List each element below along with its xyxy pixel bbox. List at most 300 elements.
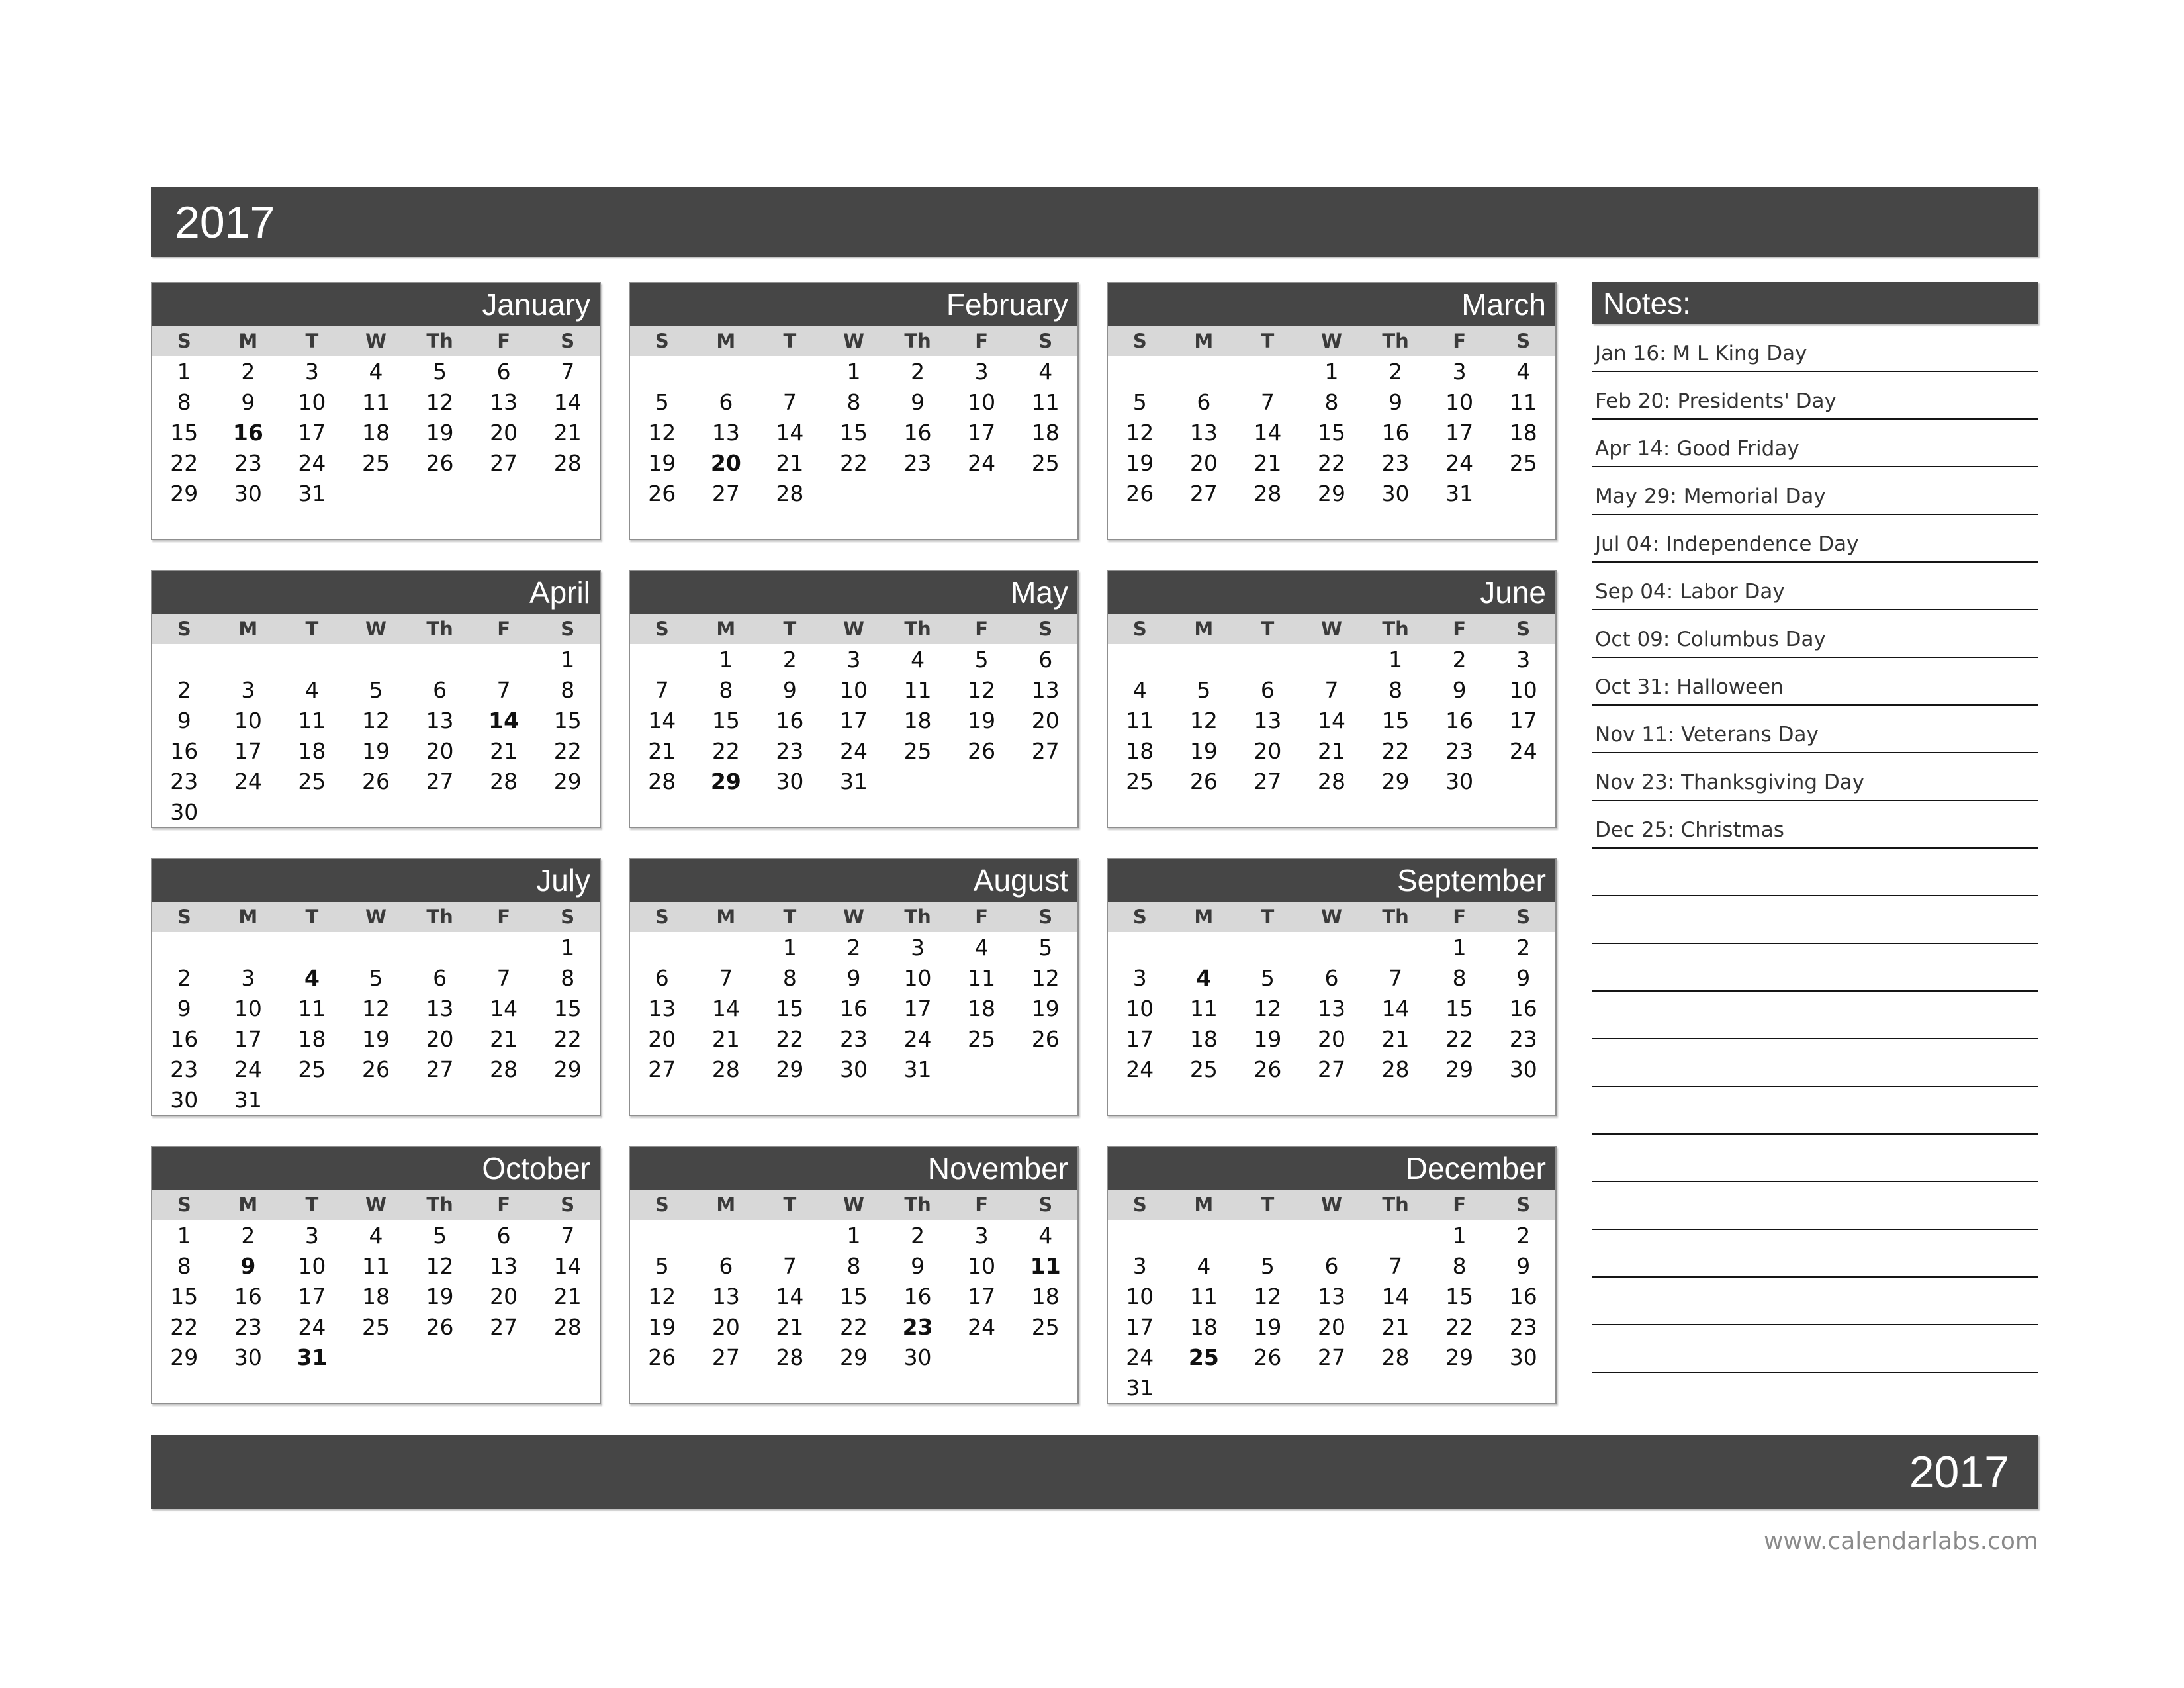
- date-cell: 22: [1445, 1025, 1474, 1052]
- dow-cell: M: [716, 1194, 736, 1216]
- date-cell: 26: [648, 1344, 676, 1370]
- date-cell: 9: [177, 995, 191, 1021]
- date-cell: 28: [776, 480, 804, 506]
- date-cell: 5: [655, 1252, 669, 1279]
- dow-cell: S: [1516, 906, 1531, 928]
- dow-cell: S: [561, 618, 575, 640]
- date-cell: 13: [426, 707, 454, 733]
- date-cell: 29: [1317, 480, 1345, 506]
- date-cell: 22: [170, 449, 199, 476]
- dow-cell: W: [1320, 330, 1342, 352]
- dow-cell: T: [1261, 906, 1275, 928]
- month-block-february: [629, 282, 1079, 540]
- date-cell: 10: [1126, 995, 1154, 1021]
- notes-lines: [1592, 324, 2038, 1373]
- date-cell: 25: [1031, 1313, 1060, 1340]
- day-of-week-header: [1108, 326, 1555, 356]
- date-cell: 6: [496, 1222, 511, 1248]
- date-cell: 12: [361, 995, 390, 1021]
- date-cell: 16: [1509, 1283, 1537, 1309]
- date-cell: 25: [1126, 768, 1154, 794]
- date-cell: 1: [1452, 1222, 1467, 1248]
- date-cell: 26: [648, 480, 676, 506]
- date-cell: 19: [1189, 737, 1218, 764]
- date-cell: 28: [711, 1056, 740, 1082]
- date-cell: 10: [298, 389, 326, 415]
- date-cell: 23: [903, 449, 932, 476]
- date-cell: 17: [1509, 707, 1537, 733]
- notes-line-empty: [1592, 944, 2038, 992]
- dow-cell: W: [842, 1194, 864, 1216]
- dow-cell: Th: [1382, 1194, 1409, 1216]
- date-cell: 5: [1038, 934, 1053, 961]
- dow-cell: T: [1261, 618, 1275, 640]
- date-cell: 31: [903, 1056, 932, 1082]
- date-cell: 14: [1381, 995, 1410, 1021]
- date-cell: 30: [839, 1056, 868, 1082]
- date-cell: 3: [974, 358, 989, 385]
- dates-grid: [1108, 644, 1555, 796]
- date-cell: 25: [361, 1313, 390, 1340]
- dates-grid: [630, 356, 1077, 508]
- date-cell: 19: [1253, 1313, 1282, 1340]
- notes-entry: May 29: Memorial Day: [1595, 485, 1826, 508]
- date-cell: 19: [1253, 1025, 1282, 1052]
- date-cell: 13: [711, 419, 740, 445]
- date-cell: 3: [846, 646, 861, 673]
- date-cell: 1: [561, 646, 575, 673]
- date-cell: 5: [369, 964, 383, 991]
- date-cell: 10: [968, 389, 996, 415]
- dow-cell: Th: [426, 330, 453, 352]
- notes-entry: Nov 23: Thanksgiving Day: [1595, 771, 1865, 794]
- date-cell: 23: [170, 1056, 199, 1082]
- month-block-october: [151, 1146, 601, 1404]
- date-cell: 29: [553, 1056, 582, 1082]
- notes-line: [1592, 467, 2038, 515]
- date-cell: 13: [490, 389, 518, 415]
- dow-cell: T: [783, 1194, 797, 1216]
- date-cell: 14: [776, 1283, 804, 1309]
- dow-cell: Th: [1382, 618, 1409, 640]
- dow-cell: T: [305, 330, 319, 352]
- date-cell: 2: [911, 1222, 925, 1248]
- date-cell: 4: [369, 1222, 383, 1248]
- dow-cell: F: [497, 618, 511, 640]
- dow-cell: Th: [904, 906, 931, 928]
- date-cell: 10: [234, 995, 262, 1021]
- month-block-september: [1107, 858, 1557, 1116]
- date-cell: 22: [776, 1025, 804, 1052]
- date-cell: 10: [903, 964, 932, 991]
- notes-entry: Jul 04: Independence Day: [1595, 532, 1859, 556]
- dow-cell: S: [1516, 330, 1531, 352]
- date-cell: 5: [433, 358, 447, 385]
- date-cell: 11: [1509, 389, 1537, 415]
- notes-line: [1592, 801, 2038, 849]
- dow-cell: Th: [1382, 330, 1409, 352]
- date-cell: 20: [710, 449, 741, 476]
- date-cell: 1: [782, 934, 797, 961]
- date-cell: 18: [968, 995, 996, 1021]
- date-cell: 4: [1196, 964, 1212, 991]
- date-cell: 31: [234, 1086, 262, 1113]
- dow-cell: S: [1516, 618, 1531, 640]
- month-block-august: [629, 858, 1079, 1116]
- dow-cell: S: [655, 330, 669, 352]
- date-cell: 15: [1381, 707, 1410, 733]
- date-cell: 17: [903, 995, 932, 1021]
- date-cell: 20: [490, 419, 518, 445]
- date-cell: 26: [1031, 1025, 1060, 1052]
- date-cell: 24: [968, 449, 996, 476]
- date-cell: 13: [426, 995, 454, 1021]
- date-cell: 18: [298, 737, 326, 764]
- date-cell: 25: [1031, 449, 1060, 476]
- notes-line: [1592, 324, 2038, 372]
- date-cell: 12: [1189, 707, 1218, 733]
- date-cell: 11: [298, 707, 326, 733]
- notes-entry: Oct 09: Columbus Day: [1595, 628, 1826, 651]
- date-cell: 25: [298, 1056, 326, 1082]
- date-cell: 3: [241, 677, 255, 703]
- date-cell: 6: [1324, 1252, 1339, 1279]
- dow-cell: W: [1320, 618, 1342, 640]
- date-cell: 15: [711, 707, 740, 733]
- date-cell: 16: [170, 737, 199, 764]
- date-cell: 22: [711, 737, 740, 764]
- date-cell: 27: [1253, 768, 1282, 794]
- month-block-june: [1107, 570, 1557, 828]
- date-cell: 26: [1126, 480, 1154, 506]
- date-cell: 23: [170, 768, 199, 794]
- date-cell: 8: [1388, 677, 1403, 703]
- date-cell: 28: [490, 768, 518, 794]
- date-cell: 2: [1388, 358, 1403, 385]
- date-cell: 27: [1317, 1344, 1345, 1370]
- date-cell: 17: [1126, 1313, 1154, 1340]
- year-footer-bar: [151, 1435, 2038, 1509]
- notes-line: [1592, 610, 2038, 658]
- date-cell: 19: [648, 1313, 676, 1340]
- date-cell: 9: [177, 707, 191, 733]
- dow-cell: T: [305, 618, 319, 640]
- date-cell: 12: [426, 389, 454, 415]
- date-cell: 12: [361, 707, 390, 733]
- date-cell: 30: [170, 798, 199, 825]
- date-cell: 2: [241, 1222, 255, 1248]
- date-cell: 14: [1253, 419, 1282, 445]
- date-cell: 29: [839, 1344, 868, 1370]
- dow-cell: F: [975, 330, 989, 352]
- date-cell: 20: [426, 1025, 454, 1052]
- site-link[interactable]: www.calendarlabs.com: [1763, 1528, 2038, 1555]
- date-cell: 12: [1253, 995, 1282, 1021]
- dow-cell: S: [1038, 1194, 1053, 1216]
- date-cell: 14: [648, 707, 676, 733]
- dow-cell: W: [842, 330, 864, 352]
- date-cell: 15: [1445, 995, 1474, 1021]
- date-cell: 26: [361, 1056, 390, 1082]
- date-cell: 2: [1452, 646, 1467, 673]
- dow-cell: W: [365, 618, 387, 640]
- date-cell: 6: [655, 964, 669, 991]
- date-cell: 11: [968, 964, 996, 991]
- date-cell: 8: [177, 1252, 191, 1279]
- date-cell: 5: [974, 646, 989, 673]
- date-cell: 24: [903, 1025, 932, 1052]
- dow-cell: T: [305, 906, 319, 928]
- day-of-week-header: [630, 326, 1077, 356]
- date-cell: 4: [1197, 1252, 1211, 1279]
- dow-cell: S: [561, 906, 575, 928]
- date-cell: 3: [1516, 646, 1531, 673]
- month-block-march: [1107, 282, 1557, 540]
- date-cell: 1: [561, 934, 575, 961]
- dates-grid: [1108, 1220, 1555, 1403]
- date-cell: 1: [846, 1222, 861, 1248]
- date-cell: 10: [1509, 677, 1537, 703]
- date-cell: 7: [782, 389, 797, 415]
- date-cell: 5: [369, 677, 383, 703]
- date-cell: 24: [1126, 1056, 1154, 1082]
- notes-line-empty: [1592, 1230, 2038, 1278]
- month-title: October: [152, 1147, 600, 1190]
- date-cell: 13: [648, 995, 676, 1021]
- date-cell: 21: [648, 737, 676, 764]
- date-cell: 21: [1381, 1025, 1410, 1052]
- date-cell: 25: [903, 737, 932, 764]
- date-cell: 7: [561, 358, 575, 385]
- day-of-week-header: [630, 902, 1077, 932]
- date-cell: 13: [1253, 707, 1282, 733]
- dow-cell: S: [1516, 1194, 1531, 1216]
- date-cell: 15: [1317, 419, 1345, 445]
- date-cell: 16: [1381, 419, 1410, 445]
- date-cell: 9: [241, 389, 255, 415]
- notes-line-empty: [1592, 1087, 2038, 1135]
- month-title: December: [1108, 1147, 1555, 1190]
- date-cell: 25: [298, 768, 326, 794]
- date-cell: 27: [490, 449, 518, 476]
- date-cell: 21: [776, 1313, 804, 1340]
- dow-cell: F: [1453, 618, 1467, 640]
- date-cell: 16: [839, 995, 868, 1021]
- date-cell: 15: [1445, 1283, 1474, 1309]
- date-cell: 15: [170, 419, 199, 445]
- footer-year: 2017: [1909, 1447, 2009, 1497]
- date-cell: 22: [553, 737, 582, 764]
- date-cell: 14: [1381, 1283, 1410, 1309]
- date-cell: 6: [719, 389, 733, 415]
- notes-header-bar: [1592, 282, 2038, 324]
- date-cell: 23: [234, 1313, 262, 1340]
- date-cell: 25: [968, 1025, 996, 1052]
- date-cell: 2: [1516, 1222, 1531, 1248]
- date-cell: 15: [170, 1283, 199, 1309]
- date-cell: 6: [1197, 389, 1211, 415]
- date-cell: 10: [1126, 1283, 1154, 1309]
- date-cell: 24: [1509, 737, 1537, 764]
- date-cell: 9: [911, 389, 925, 415]
- date-cell: 12: [1126, 419, 1154, 445]
- date-cell: 20: [1031, 707, 1060, 733]
- date-cell: 5: [433, 1222, 447, 1248]
- date-cell: 25: [1189, 1056, 1218, 1082]
- date-cell: 23: [776, 737, 804, 764]
- date-cell: 18: [1031, 419, 1060, 445]
- date-cell: 7: [496, 964, 511, 991]
- date-cell: 1: [846, 358, 861, 385]
- day-of-week-header: [152, 614, 600, 644]
- dow-cell: M: [1194, 906, 1214, 928]
- year-title: 2017: [175, 197, 275, 248]
- month-title: March: [1108, 283, 1555, 326]
- date-cell: 16: [1509, 995, 1537, 1021]
- date-cell: 8: [1324, 389, 1339, 415]
- date-cell: 9: [240, 1252, 256, 1279]
- date-cell: 14: [490, 995, 518, 1021]
- date-cell: 15: [839, 1283, 868, 1309]
- dow-cell: M: [238, 618, 258, 640]
- dow-cell: S: [177, 906, 191, 928]
- date-cell: 11: [1126, 707, 1154, 733]
- date-cell: 4: [911, 646, 925, 673]
- date-cell: 9: [846, 964, 861, 991]
- date-cell: 9: [782, 677, 797, 703]
- notes-line: [1592, 706, 2038, 753]
- date-cell: 3: [241, 964, 255, 991]
- date-cell: 30: [776, 768, 804, 794]
- date-cell: 3: [1452, 358, 1467, 385]
- date-cell: 28: [1317, 768, 1345, 794]
- dow-cell: T: [783, 330, 797, 352]
- date-cell: 26: [426, 1313, 454, 1340]
- date-cell: 14: [553, 1252, 582, 1279]
- dow-cell: F: [497, 906, 511, 928]
- date-cell: 8: [561, 677, 575, 703]
- date-cell: 23: [1509, 1313, 1537, 1340]
- day-of-week-header: [1108, 902, 1555, 932]
- dow-cell: W: [365, 1194, 387, 1216]
- date-cell: 9: [911, 1252, 925, 1279]
- notes-line-empty: [1592, 896, 2038, 944]
- date-cell: 27: [1031, 737, 1060, 764]
- dow-cell: Th: [426, 906, 453, 928]
- date-cell: 5: [1260, 964, 1275, 991]
- dates-grid: [630, 932, 1077, 1084]
- dow-cell: W: [842, 906, 864, 928]
- date-cell: 4: [1516, 358, 1531, 385]
- notes-line: [1592, 515, 2038, 563]
- date-cell: 23: [1445, 737, 1474, 764]
- date-cell: 7: [1388, 1252, 1403, 1279]
- date-cell: 11: [1030, 1252, 1061, 1279]
- dow-cell: M: [238, 906, 258, 928]
- date-cell: 26: [1253, 1344, 1282, 1370]
- dow-cell: Th: [904, 618, 931, 640]
- date-cell: 7: [655, 677, 669, 703]
- date-cell: 29: [553, 768, 582, 794]
- date-cell: 17: [234, 737, 262, 764]
- date-cell: 28: [648, 768, 676, 794]
- date-cell: 29: [1445, 1056, 1474, 1082]
- date-cell: 4: [1038, 358, 1053, 385]
- date-cell: 20: [1317, 1025, 1345, 1052]
- dates-grid: [152, 644, 600, 827]
- date-cell: 16: [170, 1025, 199, 1052]
- date-cell: 26: [1253, 1056, 1282, 1082]
- day-of-week-header: [630, 614, 1077, 644]
- date-cell: 2: [177, 964, 191, 991]
- date-cell: 22: [839, 1313, 868, 1340]
- date-cell: 8: [846, 389, 861, 415]
- date-cell: 12: [1031, 964, 1060, 991]
- dow-cell: F: [1453, 330, 1467, 352]
- date-cell: 27: [711, 1344, 740, 1370]
- notes-entry: Sep 04: Labor Day: [1595, 580, 1785, 604]
- date-cell: 18: [361, 1283, 390, 1309]
- date-cell: 24: [234, 768, 262, 794]
- date-cell: 22: [553, 1025, 582, 1052]
- date-cell: 20: [1317, 1313, 1345, 1340]
- date-cell: 15: [553, 995, 582, 1021]
- date-cell: 11: [361, 389, 390, 415]
- date-cell: 27: [490, 1313, 518, 1340]
- date-cell: 18: [361, 419, 390, 445]
- month-title: September: [1108, 859, 1555, 902]
- date-cell: 8: [719, 677, 733, 703]
- date-cell: 19: [1031, 995, 1060, 1021]
- dates-grid: [630, 644, 1077, 796]
- date-cell: 12: [648, 1283, 676, 1309]
- notes-panel: [1592, 282, 2038, 1373]
- date-cell: 29: [776, 1056, 804, 1082]
- dow-cell: Th: [904, 330, 931, 352]
- dow-cell: W: [1320, 1194, 1342, 1216]
- date-cell: 21: [490, 737, 518, 764]
- date-cell: 31: [839, 768, 868, 794]
- dow-cell: S: [1038, 618, 1053, 640]
- date-cell: 21: [776, 449, 804, 476]
- date-cell: 6: [1260, 677, 1275, 703]
- notes-line: [1592, 420, 2038, 467]
- date-cell: 18: [1189, 1313, 1218, 1340]
- day-of-week-header: [630, 1190, 1077, 1220]
- date-cell: 28: [553, 1313, 582, 1340]
- date-cell: 16: [234, 1283, 262, 1309]
- date-cell: 16: [1445, 707, 1474, 733]
- date-cell: 12: [968, 677, 996, 703]
- dow-cell: S: [655, 1194, 669, 1216]
- date-cell: 5: [655, 389, 669, 415]
- date-cell: 29: [1445, 1344, 1474, 1370]
- date-cell: 25: [1509, 449, 1537, 476]
- date-cell: 16: [776, 707, 804, 733]
- notes-entry: Feb 20: Presidents' Day: [1595, 389, 1837, 413]
- dow-cell: S: [1038, 906, 1053, 928]
- date-cell: 14: [553, 389, 582, 415]
- date-cell: 19: [361, 737, 390, 764]
- month-block-may: [629, 570, 1079, 828]
- dow-cell: F: [975, 1194, 989, 1216]
- date-cell: 13: [1189, 419, 1218, 445]
- date-cell: 2: [241, 358, 255, 385]
- month-title: July: [152, 859, 600, 902]
- date-cell: 27: [648, 1056, 676, 1082]
- notes-entry: Nov 11: Veterans Day: [1595, 723, 1819, 747]
- notes-entry: Dec 25: Christmas: [1595, 818, 1784, 842]
